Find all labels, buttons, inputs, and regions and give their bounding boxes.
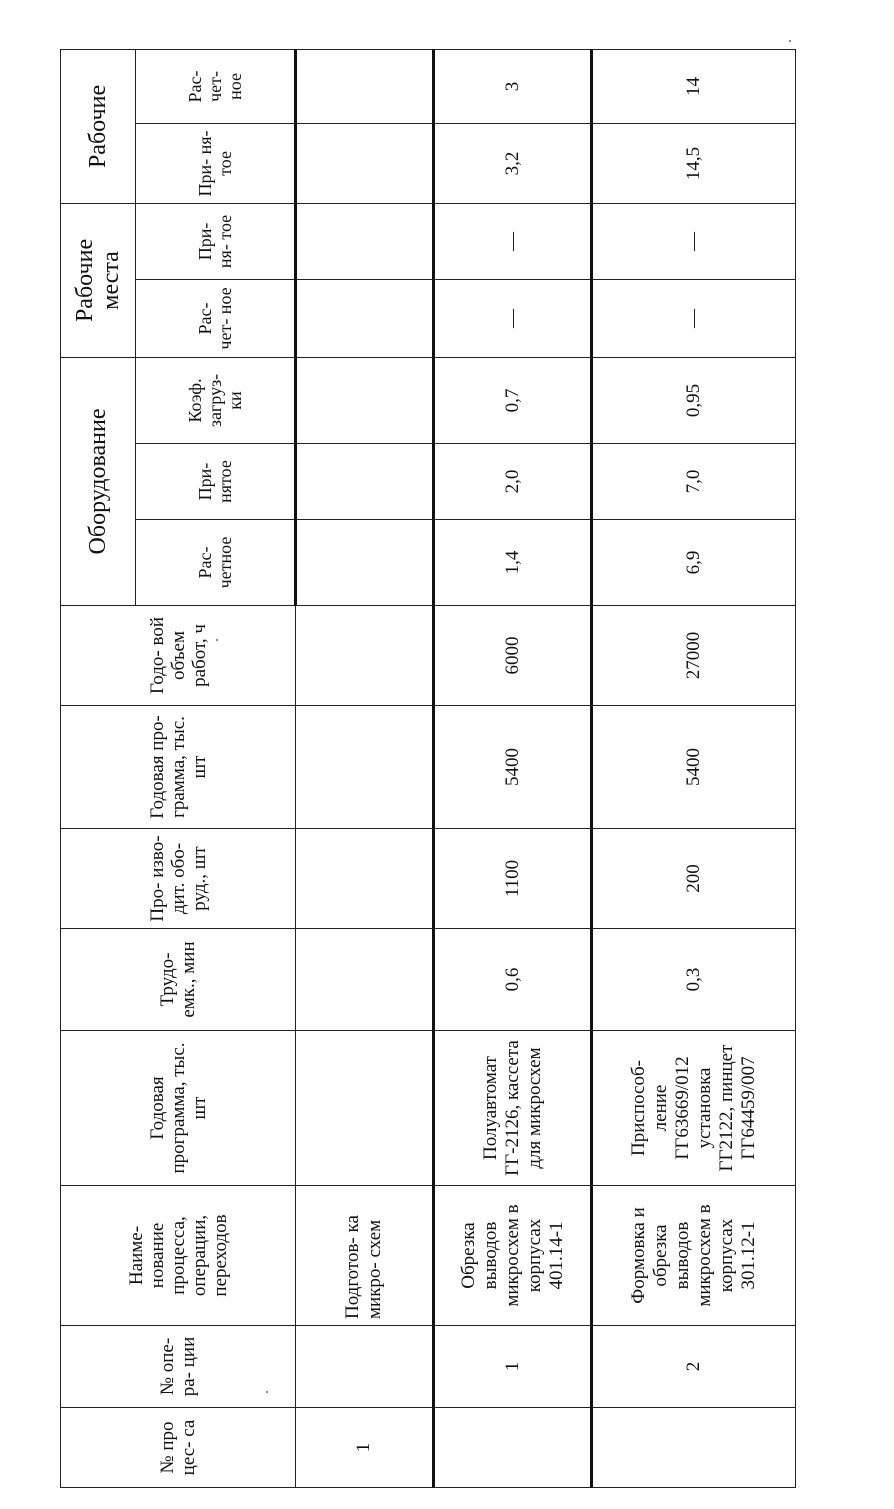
- cell-wp-accepted: —: [434, 203, 592, 279]
- header-eq-accepted: При- нятое: [136, 444, 296, 520]
- header-productivity: Про- изво- дит. обо- руд., шт: [61, 829, 296, 929]
- header-wp-calc: Рас- чет- ное: [136, 279, 296, 357]
- header-wp-accepted: При- ня- тое: [136, 203, 296, 279]
- cell-process-no: [434, 1408, 592, 1488]
- cell-annual-program: [296, 706, 434, 829]
- header-eq-load: Коэф. загруз- ки: [136, 357, 296, 443]
- header-equipment-group: Оборудование: [61, 357, 136, 605]
- cell-annual-program: 5400: [434, 706, 592, 829]
- header-annual-volume: Годо- вой объем работ, ч: [61, 606, 296, 706]
- cell-process-no: [592, 1408, 796, 1488]
- cell-operation-no: 1: [434, 1326, 592, 1408]
- cell-wk-accepted: [296, 123, 434, 203]
- header-process-no: № про цес- са: [61, 1408, 296, 1488]
- cell-eq-load: 0,7: [434, 357, 592, 443]
- table-row: [296, 49, 434, 1487]
- operations-table: [60, 49, 796, 1488]
- header-name: Наиме- нование процесса, операции, переходов: [61, 1186, 296, 1326]
- cell-eq-accepted: 7,0: [592, 444, 796, 520]
- cell-eq-accepted: [296, 444, 434, 520]
- cell-eq-calc: [296, 520, 434, 606]
- cell-wp-accepted: —: [592, 203, 796, 279]
- cell-wk-calc: 14: [592, 49, 796, 123]
- cell-labor: 0,3: [592, 929, 796, 1031]
- cell-productivity: [296, 829, 434, 929]
- header-wk-accepted: При- ня- тое: [136, 123, 296, 203]
- cell-wk-calc: 3: [434, 49, 592, 123]
- header-workplaces-group: Рабочие места: [61, 203, 136, 357]
- header-workers-group: Рабочие: [61, 49, 136, 203]
- header-equipment-program: Годовая программа, тыс. шт: [61, 1031, 296, 1186]
- cell-wk-accepted: 3,2: [434, 123, 592, 203]
- cell-labor: [296, 929, 434, 1031]
- cell-eq-load: 0,95: [592, 357, 796, 443]
- cell-name: Подготов- ка микро- схем: [296, 1186, 434, 1326]
- cell-annual-program: 5400: [592, 706, 796, 829]
- header-labor: Трудо- емк., мин: [61, 929, 296, 1031]
- rotated-table-container: [60, 50, 795, 1488]
- cell-annual-volume: [296, 606, 434, 706]
- cell-wp-accepted: [296, 203, 434, 279]
- cell-name: Обрезка выводов микросхем в корпусах 401.14-1: [434, 1186, 592, 1326]
- cell-operation-no: [296, 1326, 434, 1408]
- cell-wp-calc: —: [592, 279, 796, 357]
- cell-wp-calc: —: [434, 279, 592, 357]
- table-row: [434, 49, 592, 1487]
- cell-labor: 0,6: [434, 929, 592, 1031]
- header-eq-calc: Рас- четное: [136, 520, 296, 606]
- cell-productivity: 1100: [434, 829, 592, 929]
- cell-eq-calc: 1,4: [434, 520, 592, 606]
- table-row: [592, 49, 796, 1487]
- cell-eq-load: [296, 357, 434, 443]
- header-wk-calc: Рас- чет- ное: [136, 49, 296, 123]
- cell-wk-accepted: 14,5: [592, 123, 796, 203]
- cell-eq-accepted: 2,0: [434, 444, 592, 520]
- cell-annual-volume: 27000: [592, 606, 796, 706]
- cell-wk-calc: [296, 49, 434, 123]
- cell-annual-volume: 6000: [434, 606, 592, 706]
- cell-process-no: 1: [296, 1408, 434, 1488]
- scan-speck: [789, 40, 791, 42]
- cell-equipment: Приспособ- ление ГГ63669/012 установка ГГ2122, пинцет ГГ64459/007: [592, 1031, 796, 1186]
- cell-eq-calc: 6,9: [592, 520, 796, 606]
- cell-operation-no: 2: [592, 1326, 796, 1408]
- cell-equipment: Полуавтомат ГГ-2126, кассета для микросхем: [434, 1031, 592, 1186]
- cell-wp-calc: [296, 279, 434, 357]
- header-operation-no: № опе- ра- ции: [61, 1326, 296, 1408]
- cell-equipment: [296, 1031, 434, 1186]
- cell-name: Формовка и обрезка выводов микросхем в корпусах 301.12-1: [592, 1186, 796, 1326]
- cell-productivity: 200: [592, 829, 796, 929]
- header-annual-program: Годовая про- грамма, тыс. шт: [61, 706, 296, 829]
